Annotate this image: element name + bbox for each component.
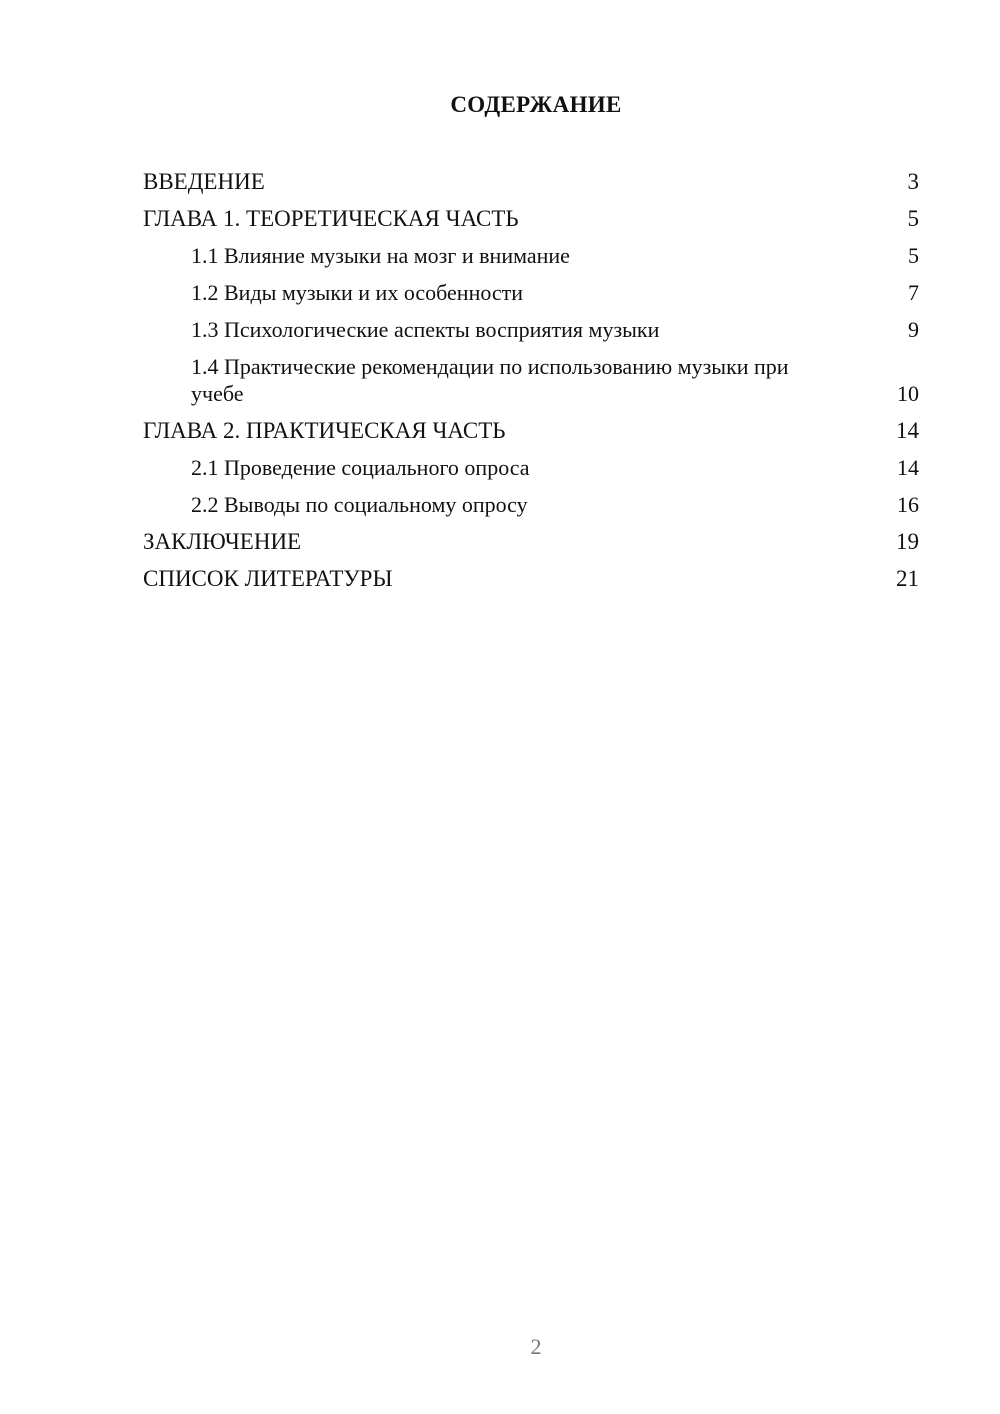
toc-entry-section-2-2[interactable] xyxy=(143,491,919,518)
toc-entry-section-1-3[interactable] xyxy=(143,316,919,343)
toc-entry-label: ГЛАВА 2. ПРАКТИЧЕСКАЯ ЧАСТЬ xyxy=(143,418,506,443)
toc-entry-references[interactable] xyxy=(143,565,919,592)
toc-entry-page: 10 xyxy=(897,381,919,406)
toc-entry-introduction[interactable] xyxy=(143,168,919,195)
toc-entry-label: 1.3 Психологические аспекты восприятия музыки xyxy=(191,317,660,342)
page-number: 2 xyxy=(530,1334,542,1359)
toc-entry-page: 5 xyxy=(908,243,919,268)
toc-entry-page: 14 xyxy=(897,455,919,480)
toc-entry-chapter-1[interactable] xyxy=(143,205,919,232)
toc-entry-page: 19 xyxy=(896,529,919,554)
toc-entry-page: 5 xyxy=(907,206,919,231)
toc-entry-section-2-1[interactable] xyxy=(143,454,919,481)
toc-entry-page: 7 xyxy=(908,280,919,305)
toc-entry-page: 21 xyxy=(896,566,919,591)
toc-entry-label: 2.2 Выводы по социальному опросу xyxy=(191,492,528,517)
toc-entry-section-1-2[interactable] xyxy=(143,279,919,306)
toc-entry-label: 2.1 Проведение социального опроса xyxy=(191,455,530,480)
toc-entry-label: 1.4 Практические рекомендации по использованию музыки при учебе xyxy=(191,354,789,406)
toc-entry-label: ЗАКЛЮЧЕНИЕ xyxy=(143,529,302,554)
toc-entry-label: 1.1 Влияние музыки на мозг и внимание xyxy=(191,243,570,268)
toc-entry-conclusion[interactable] xyxy=(143,528,919,555)
table-of-contents xyxy=(143,168,919,602)
toc-entry-label: 1.2 Виды музыки и их особенности xyxy=(191,280,524,305)
toc-entry-section-1-4[interactable] xyxy=(143,353,919,407)
toc-entry-label: ГЛАВА 1. ТЕОРЕТИЧЕСКАЯ ЧАСТЬ xyxy=(143,206,519,231)
toc-entry-page: 14 xyxy=(896,418,919,443)
toc-entry-page: 9 xyxy=(908,317,919,342)
toc-entry-chapter-2[interactable] xyxy=(143,417,919,444)
toc-entry-label: СПИСОК ЛИТЕРАТУРЫ xyxy=(143,566,393,591)
toc-entry-page: 3 xyxy=(907,169,919,194)
page-title: СОДЕРЖАНИЕ xyxy=(450,92,622,117)
toc-entry-label: ВВЕДЕНИЕ xyxy=(143,169,265,194)
toc-entry-section-1-1[interactable] xyxy=(143,242,919,269)
toc-entry-page: 16 xyxy=(897,492,919,517)
